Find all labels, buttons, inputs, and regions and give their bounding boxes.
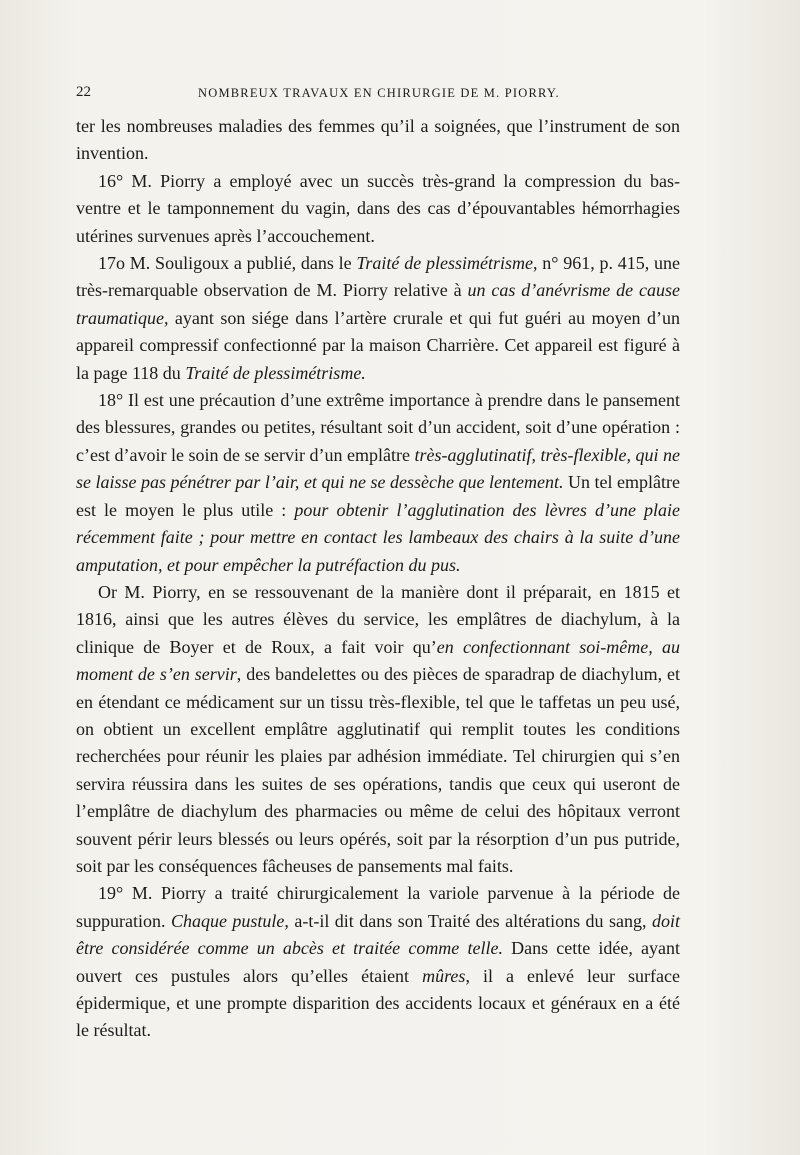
- text-span: ter les nombreuses maladies des femmes qu’il a soignées, que l’instrument de son invention.: [76, 116, 680, 164]
- italic-span: Traité de plessimétrisme: [356, 253, 533, 274]
- text-span: 17o M. Souligoux a publié, dans le: [98, 253, 357, 274]
- paragraph-18: [76, 387, 680, 579]
- text-span: , il a enlevé leur surface épidermique, et une prompte disparition des accidents locaux et généraux en a été le résultat.: [76, 965, 680, 1041]
- text-span: 16° M. Piorry a employé avec un succès très-grand la compression du bas-ventre et le tamponnement du vagin, dans des cas d’épouvantables hémorrhagies utérines survenues après l’accouchement.: [76, 170, 680, 246]
- italic-span: en confectionnant soi-même, au moment de s’en servir: [76, 636, 680, 685]
- text-span: , a-t-il dit dans son Traité des altérations du sang,: [284, 910, 652, 931]
- italic-span: mûres: [422, 965, 466, 986]
- running-title: NOMBREUX TRAVAUX EN CHIRURGIE DE M. PIORRY.: [198, 86, 560, 100]
- italic-span: Traité de plessimétrisme.: [185, 362, 366, 383]
- paragraph-16: [76, 168, 680, 250]
- italic-span: doit être considérée comme un abcès et traitée comme telle.: [76, 910, 680, 959]
- italic-span: pour obtenir l’agglutination des lèvres d’une plaie récemment faite ; pour mettre en contact les lambeaux des chairs à la suite d’une amputation, et pour empêcher la putréfaction du pus.: [76, 499, 681, 575]
- paragraph-18-continued: [76, 579, 680, 880]
- italic-span: un cas d’anévrisme de cause traumatique: [76, 280, 680, 328]
- page-body: [76, 113, 680, 1045]
- text-span: Un tel emplâtre est le moyen le plus utile :: [76, 472, 680, 520]
- text-span: Dans cette idée, ayant ouvert ces pustules alors qu’elles étaient: [76, 938, 681, 986]
- paragraph-17: [76, 250, 680, 387]
- paragraph-continued: [76, 113, 680, 168]
- text-span: 19° M. Piorry a traité chirurgicalement la variole parvenue à la période de suppuration.: [76, 883, 680, 931]
- text-span: , n° 961, p. 415, une très-remarquable observation de M. Piorry relative à: [76, 253, 681, 301]
- text-span: , ayant son siége dans l’artère crurale et qui fut guéri au moyen d’un appareil compressif confectionné par la maison Charrière. Cet appareil est figuré à la page 118 du: [76, 307, 680, 383]
- page-number: 22: [76, 84, 91, 100]
- text-span: , des bandelettes ou des pièces de sparadrap de diachylum, et en étendant ce médicament sur un tissu très-flexible, tel que le taffetas un peu usé, on obtient un excellent emplâtre agglutinatif qui remplit toutes les conditions recherchées pour réunir les plaies par adhésion immédiate. Tel chirurgien qui s’en servira réussira dans les suites de ses opérations, tandis que ceux qui useront de l’emplâtre de diachylum des pharmacies ou même de celui des hôpitaux verront souvent périr leurs blessés ou leurs opérés, soit par la résorption d’un pus putride, soit par les conséquences fâcheuses de pansements mal faits.: [76, 664, 680, 876]
- italic-span: très-agglutinatif, très-flexible, qui ne se laisse pas pénétrer par l’air, et qui ne se dessèche que lentement.: [76, 444, 680, 493]
- italic-span: Chaque pustule: [170, 910, 285, 931]
- text-span: Or M. Piorry, en se ressouvenant de la manière dont il préparait, en 1815 et 1816, ainsi que les autres élèves du service, les emplâtres de diachylum, à la clinique de Boyer et de Roux, a fait voir qu’: [76, 581, 680, 657]
- paragraph-19: [76, 880, 680, 1044]
- text-span: 18° Il est une précaution d’une extrême importance à prendre dans le pansement des blessures, grandes ou petites, résultant soit d’un accident, soit d’une opération : c’est d’avoir le soin de se servir d’un emplâtre: [76, 390, 680, 465]
